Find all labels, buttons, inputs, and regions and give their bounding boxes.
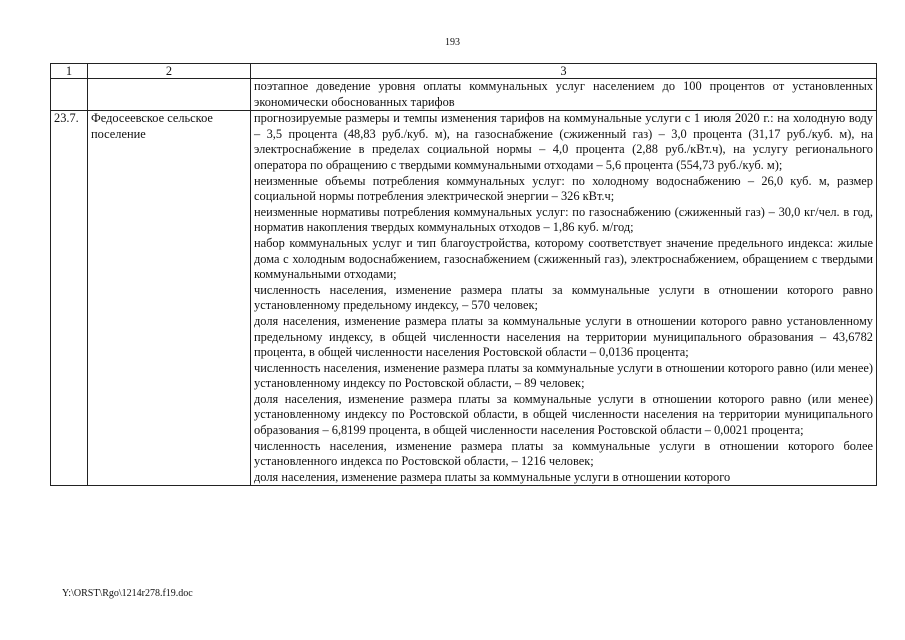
page-number: 193 bbox=[445, 37, 460, 48]
footer-file-path: Y:\ORST\Rgo\1214r278.f19.doc bbox=[62, 588, 193, 599]
row-paragraph-6: доля населения, изменение размера платы за коммунальные услуги в отношении которого равно установленному предельному индексу, в общей численности населения на территории муниципального образования – 43,6782 процента, в общей численности населения Ростовской области – 0,0136 процента; bbox=[254, 313, 873, 360]
row-paragraph-4: набор коммунальных услуг и тип благоустройства, которому соответствует значение предельного индекса: жилые дома с холодным водоснабжением, газоснабжением (сжиженный газ), электроснабжением, обращением с твердыми коммунальными отходами; bbox=[254, 235, 873, 282]
row-paragraph-10: доля населения, изменение размера платы за коммунальные услуги в отношении которого bbox=[254, 469, 731, 484]
header-cell-2: 2 bbox=[88, 64, 251, 79]
row-paragraph-9: численность населения, изменение размера платы за коммунальные услуги в отношении которого более установленного индекса по Ростовской области, – 1216 человек; bbox=[254, 438, 873, 469]
table-header-row bbox=[51, 64, 877, 79]
continuation-text-cell bbox=[251, 79, 877, 111]
table-row-continuation bbox=[51, 79, 877, 111]
row-paragraph-5: численность населения, изменение размера платы за коммунальные услуги в отношении которого равно установленному предельному индексу, – 570 человек; bbox=[254, 282, 873, 313]
row-text-cell bbox=[251, 111, 877, 486]
header-cell-1: 1 bbox=[51, 64, 88, 79]
continuation-number-cell bbox=[51, 79, 88, 111]
row-name-cell: Федосеевское сельское поселение bbox=[88, 111, 251, 486]
row-paragraph-8: доля населения, изменение размера платы за коммунальные услуги в отношении которого равно (или менее) установленному индексу по Ростовской области, в общей численности населения на территории муниципального образования – 6,8199 процента, в общей численности населения Ростовской области – 0,0021 процента; bbox=[254, 391, 873, 438]
continuation-name-cell bbox=[88, 79, 251, 111]
row-number-cell: 23.7. bbox=[51, 111, 88, 486]
row-paragraph-1: прогнозируемые размеры и темпы изменения тарифов на коммунальные услуги с 1 июля 2020 г.: на холодную воду – 3,5 процента (48,83 руб./куб. м), на газоснабжение (сжиженный газ) – 3,0 процента (31,17 руб./куб. м), на электроснабжение в пределах социальной нормы – 4,0 процента (2,88 руб./кВт.ч), на услугу регионального оператора по обращению с твердыми коммунальными отходами – 5,6 процента (554,73 руб./куб. м); bbox=[254, 111, 873, 172]
row-paragraph-3: неизменные нормативы потребления коммунальных услуг: по газоснабжению (сжиженный газ) – 30,0 кг/чел. в год, норматив накопления твердых коммунальных отходов – 1,86 куб. м/год; bbox=[254, 204, 873, 235]
row-paragraph-7: численность населения, изменение размера платы за коммунальные услуги в отношении которого равно (или менее) установленному индексу по Ростовской области, – 89 человек; bbox=[254, 360, 873, 391]
document-table bbox=[50, 63, 877, 486]
row-paragraph-2: неизменные объемы потребления коммунальных услуг: по холодному водоснабжению – 26,0 куб. м, размер социальной нормы потребления электрической энергии – 326 кВт.ч; bbox=[254, 173, 873, 204]
header-cell-3: 3 bbox=[251, 64, 877, 79]
table-row bbox=[51, 111, 877, 486]
continuation-paragraph: поэтапное доведение уровня оплаты коммунальных услуг населением до 100 процентов от установленных экономически обоснованных тарифов bbox=[254, 79, 873, 109]
